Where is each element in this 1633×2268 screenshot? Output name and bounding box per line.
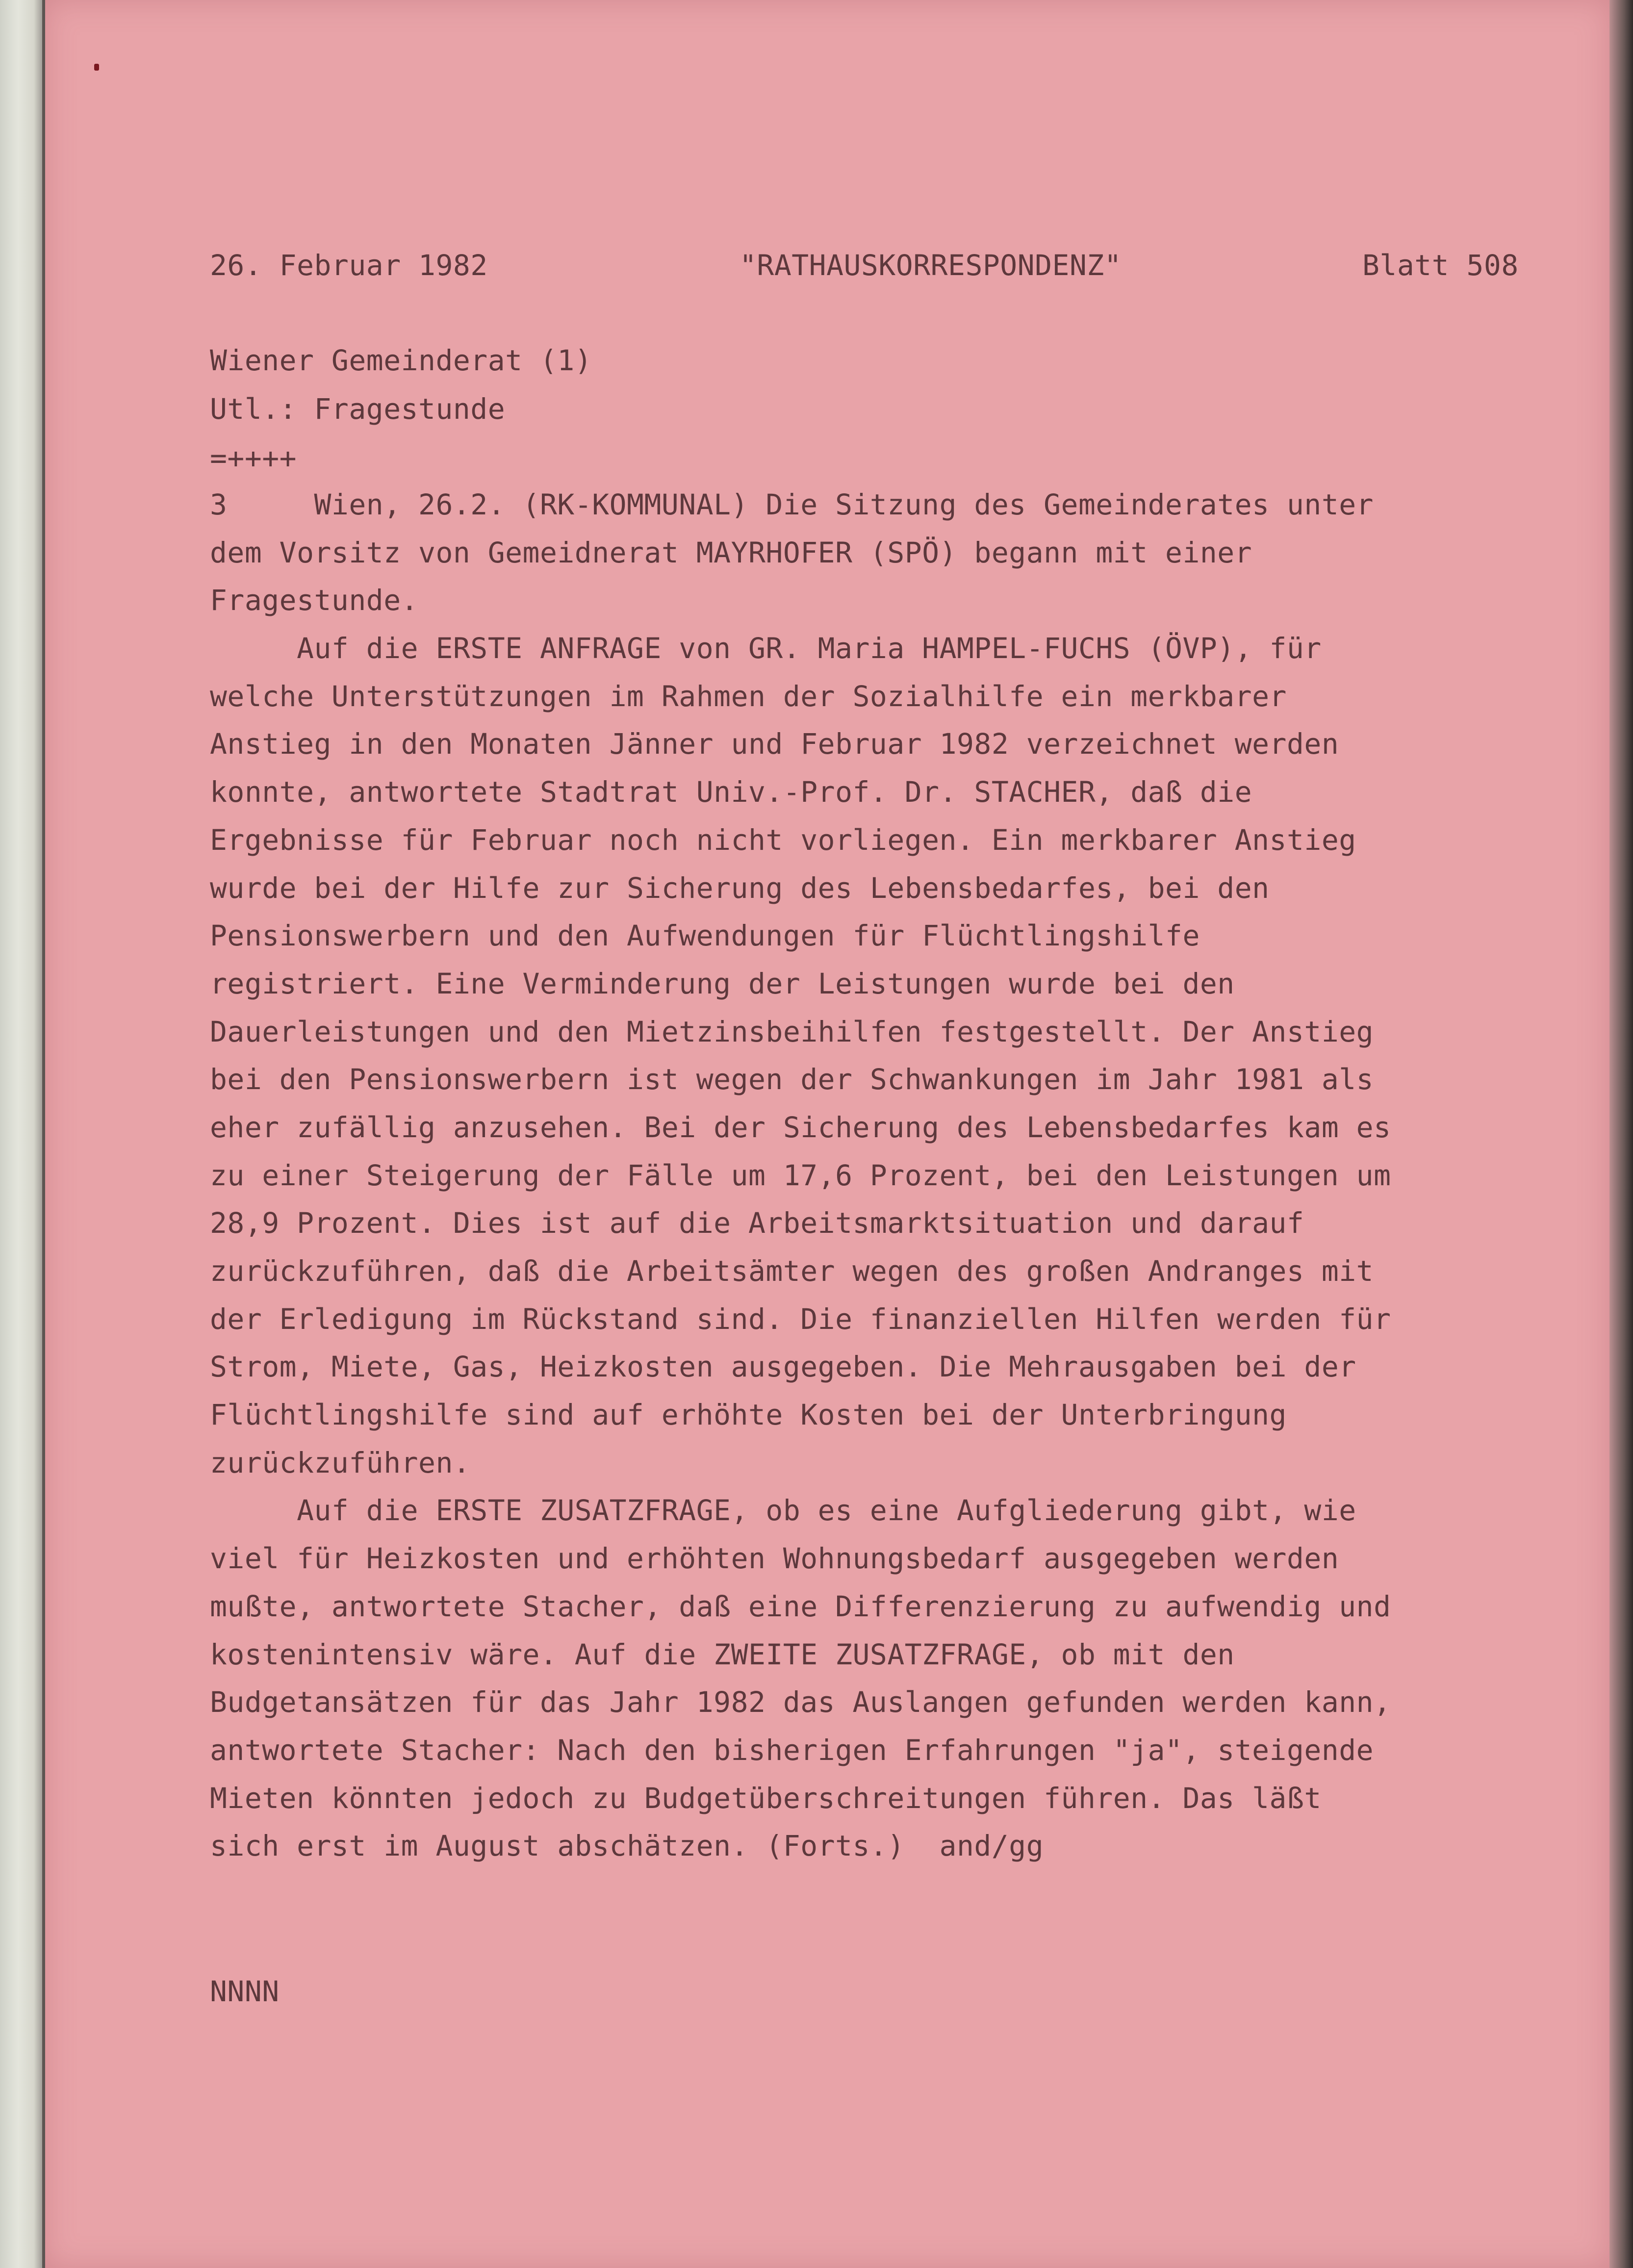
section-heading: Wiener Gemeinderat (1) xyxy=(210,344,592,377)
body-line: Anstieg in den Monaten Jänner und Februar 1982 verzeichnet werden xyxy=(210,727,1339,761)
body-line: bei den Pensionswerbern ist wegen der Schwankungen im Jahr 1981 als xyxy=(210,1063,1374,1096)
body-line: sich erst im August abschätzen. (Forts.) and/gg xyxy=(210,1829,1044,1863)
section-subheading: Utl.: Fragestunde xyxy=(210,392,506,426)
body-line: wurde bei der Hilfe zur Sicherung des Lebensbedarfes, bei den xyxy=(210,871,1270,905)
body-line: Ergebnisse für Februar noch nicht vorliegen. Ein merkbarer Anstieg xyxy=(210,823,1356,857)
body-line: mußte, antwortete Stacher, daß eine Differenzierung zu aufwendig und xyxy=(210,1589,1391,1623)
body-line: registriert. Eine Verminderung der Leistungen wurde bei den xyxy=(210,967,1235,1000)
body-line: Strom, Miete, Gas, Heizkosten ausgegeben. Die Mehrausgaben bei der xyxy=(210,1350,1356,1384)
body-line: Flüchtlingshilfe sind auf erhöhte Kosten bei der Unterbringung xyxy=(210,1398,1287,1432)
body-line: Budgetansätzen für das Jahr 1982 das Auslangen gefunden werden kann, xyxy=(210,1685,1391,1719)
body-line: Mieten könnten jedoch zu Budgetüberschreitungen führen. Das läßt xyxy=(210,1781,1322,1815)
header-sheet-number: Blatt 508 xyxy=(1362,249,1519,282)
end-mark: NNNN xyxy=(210,1975,280,2008)
body-line: Pensionswerbern und den Aufwendungen für Flüchtlingshilfe xyxy=(210,919,1200,953)
binding-edge xyxy=(0,0,45,2268)
page-edge xyxy=(1609,0,1633,2268)
section-separator: =++++ xyxy=(210,441,297,475)
body-line: antwortete Stacher: Nach den bisherigen Erfahrungen "ja", steigende xyxy=(210,1733,1374,1767)
body-line: 28,9 Prozent. Dies ist auf die Arbeitsmarktsituation und darauf xyxy=(210,1206,1304,1240)
body-line: konnte, antwortete Stadtrat Univ.-Prof. Dr. STACHER, daß die xyxy=(210,775,1252,809)
body-line: zurückzuführen. xyxy=(210,1446,471,1479)
header-date: 26. Februar 1982 xyxy=(210,249,488,282)
body-line: Fragestunde. xyxy=(210,584,419,617)
body-line: zu einer Steigerung der Fälle um 17,6 Prozent, bei den Leistungen um xyxy=(210,1158,1391,1192)
body-line: eher zufällig anzusehen. Bei der Sicherung des Lebensbedarfes kam es xyxy=(210,1110,1391,1144)
body-line: Auf die ERSTE ANFRAGE von GR. Maria HAMPEL-FUCHS (ÖVP), für xyxy=(210,632,1322,665)
body-line: zurückzuführen, daß die Arbeitsämter wegen des großen Andranges mit xyxy=(210,1254,1374,1288)
body-line: 3 Wien, 26.2. (RK-KOMMUNAL) Die Sitzung des Gemeinderates unter xyxy=(210,488,1374,521)
body-line: kostenintensiv wäre. Auf die ZWEITE ZUSATZFRAGE, ob mit den xyxy=(210,1637,1235,1671)
body-line: welche Unterstützungen im Rahmen der Sozialhilfe ein merkbarer xyxy=(210,679,1287,713)
header-title: "RATHAUSKORRESPONDENZ" xyxy=(740,249,1122,282)
body-line: Dauerleistungen und den Mietzinsbeihilfen festgestellt. Der Anstieg xyxy=(210,1015,1374,1048)
body-line: viel für Heizkosten und erhöhten Wohnungsbedarf ausgegeben werden xyxy=(210,1542,1339,1576)
body-line: dem Vorsitz von Gemeidnerat MAYRHOFER (SPÖ) begann mit einer xyxy=(210,535,1252,569)
article-body xyxy=(210,490,1598,1880)
body-line: Auf die ERSTE ZUSATZFRAGE, ob es eine Aufgliederung gibt, wie xyxy=(210,1494,1356,1528)
body-line: der Erledigung im Rückstand sind. Die finanziellen Hilfen werden für xyxy=(210,1302,1391,1336)
ink-speck xyxy=(94,64,99,71)
